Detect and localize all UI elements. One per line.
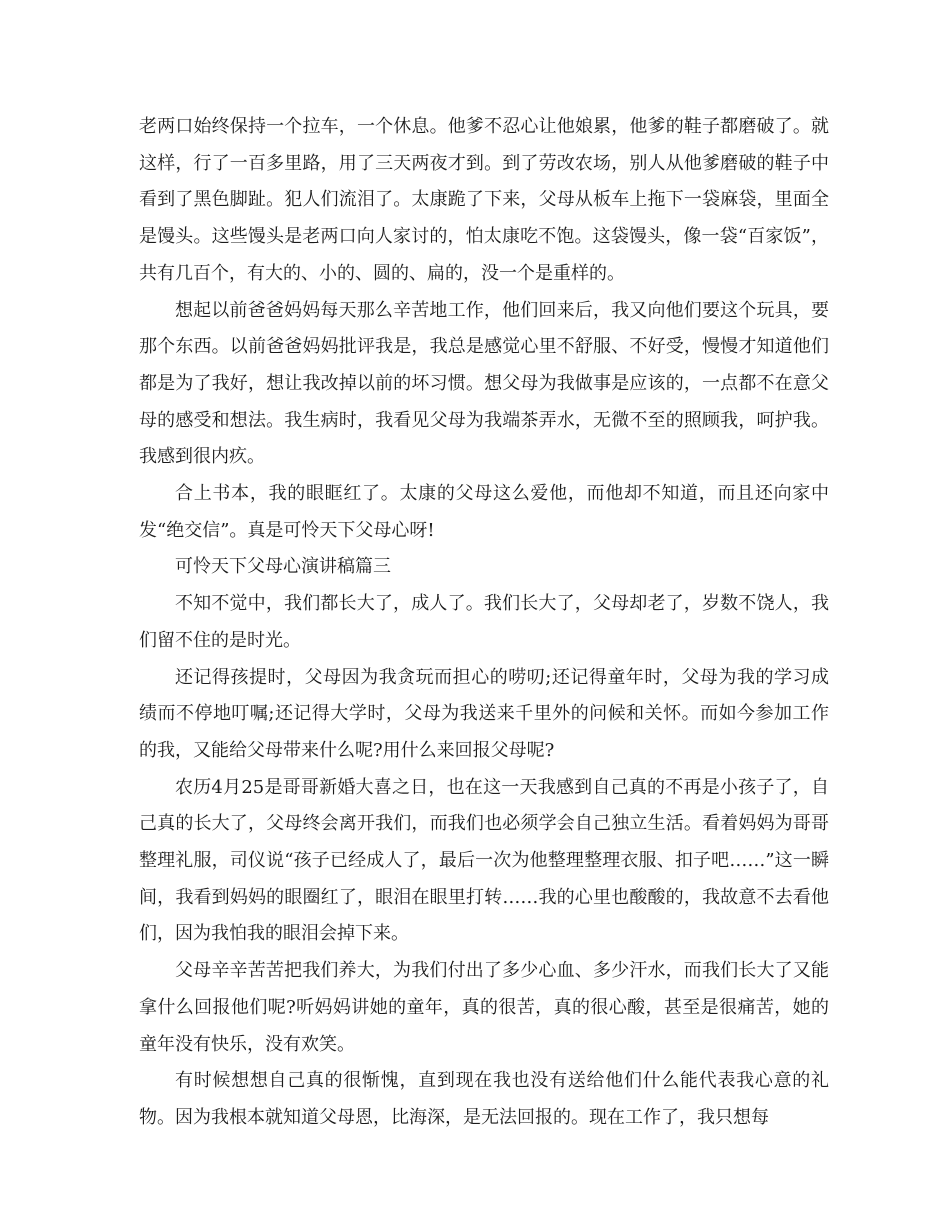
document-body	[139, 109, 829, 1137]
paragraph: 农历4月25是哥哥新婚大喜之日，也在这一天我感到自己真的不再是小孩子了，自己真的长大了，父母终会离开我们，而我们也必须学会自己独立生活。看着妈妈为哥哥整理礼服，司仪说“孩子已经成人了，最后一次为他整理整理衣服、扣子吧……”这一瞬间，我看到妈妈的眼圈红了，眼泪在眼里打转……我的心里也酸酸的，我故意不去看他们，因为我怕我的眼泪会掉下来。	[139, 776, 829, 945]
paragraph: 想起以前爸爸妈妈每天那么辛苦地工作，他们回来后，我又向他们要这个玩具，要那个东西。以前爸爸妈妈批评我是，我总是感觉心里不舒服、不好受，慢慢才知道他们都是为了我好，想让我改掉以前的坏习惯。想父母为我做事是应该的，一点都不在意父母的感受和想法。我生病时，我看见父母为我端茶弄水，无微不至的照顾我，呵护我。我感到很内疚。	[139, 299, 829, 468]
paragraph: 老两口始终保持一个拉车，一个休息。他爹不忍心让他娘累，他爹的鞋子都磨破了。就这样，行了一百多里路，用了三天两夜才到。到了劳改农场，别人从他爹磨破的鞋子中看到了黑色脚趾。犯人们流泪了。太康跪了下来，父母从板车上拖下一袋麻袋，里面全是馒头。这些馒头是老两口向人家讨的，怕太康吃不饱。这袋馒头，像一袋“百家饭”，共有几百个，有大的、小的、圆的、扁的，没一个是重样的。	[139, 116, 829, 284]
paragraph: 还记得孩提时，父母因为我贪玩而担心的唠叨;还记得童年时，父母为我的学习成绩而不停地叮嘱;还记得大学时，父母为我送来千里外的问候和关怀。而如今参加工作的我，又能给父母带来什么呢?用什么来回报父母呢?	[139, 666, 829, 761]
paragraph: 父母辛辛苦苦把我们养大，为我们付出了多少心血、多少汗水，而我们长大了又能拿什么回报他们呢?听妈妈讲她的童年，真的很苦，真的很心酸，甚至是很痛苦，她的童年没有快乐，没有欢笑。	[139, 960, 829, 1055]
paragraph: 不知不觉中，我们都长大了，成人了。我们长大了，父母却老了，岁数不饶人，我们留不住的是时光。	[139, 593, 829, 651]
paragraph: 有时候想想自己真的很惭愧，直到现在我也没有送给他们什么能代表我心意的礼物。因为我根本就知道父母恩，比海深，是无法回报的。现在工作了，我只想每	[139, 1070, 829, 1128]
paragraph: 合上书本，我的眼眶红了。太康的父母这么爱他，而他却不知道，而且还向家中发“绝交信”。真是可怜天下父母心呀!	[139, 483, 829, 541]
section-heading: 可怜天下父母心演讲稿篇三	[175, 556, 391, 578]
